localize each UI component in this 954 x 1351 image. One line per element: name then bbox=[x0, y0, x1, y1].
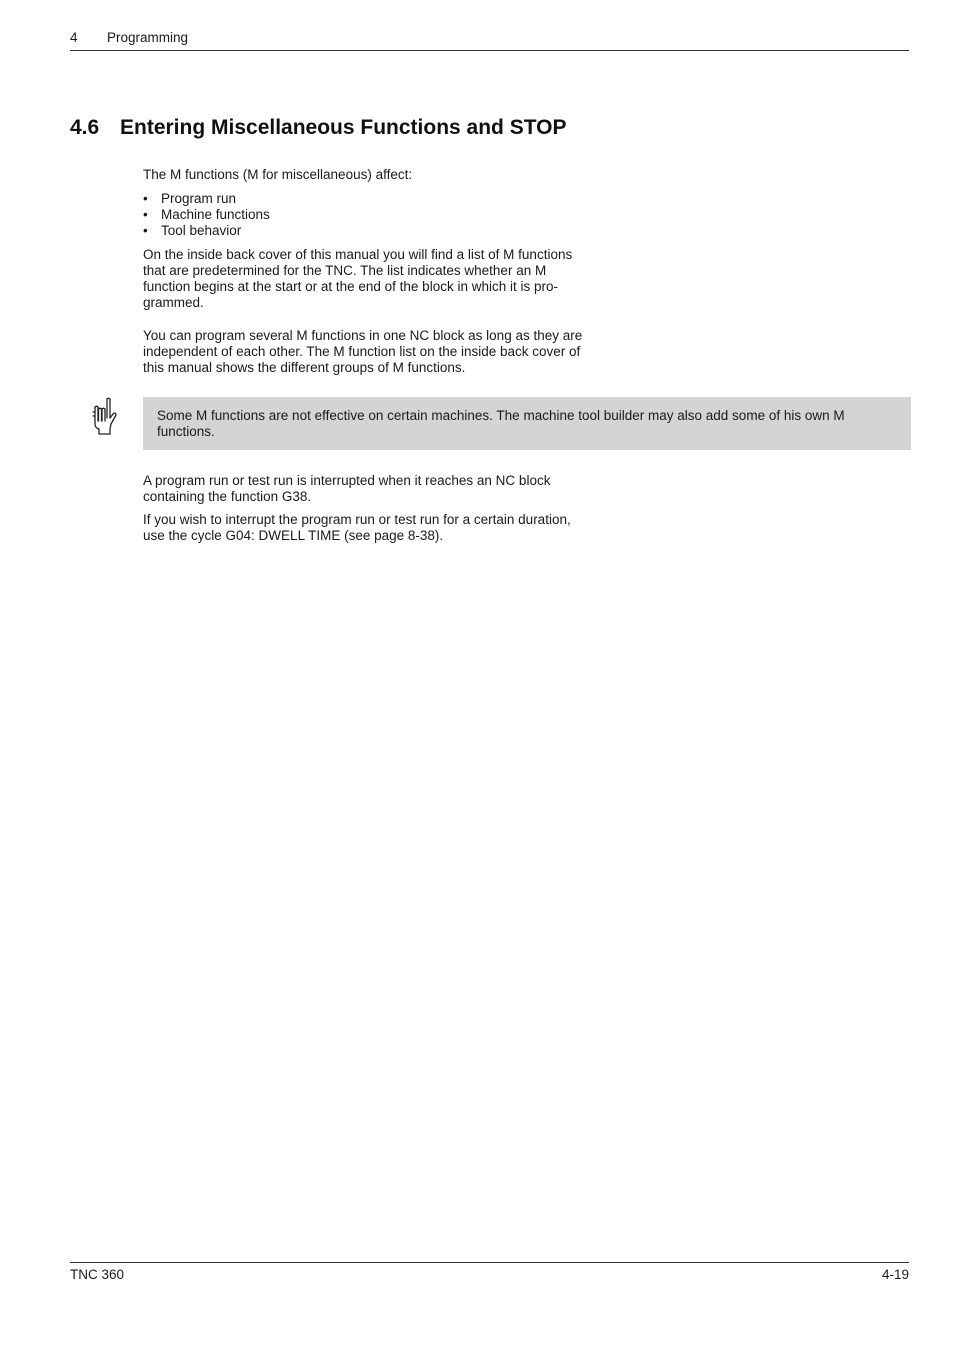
chapter-number: 4 bbox=[70, 30, 78, 45]
list-item bbox=[143, 207, 270, 223]
list-item-text: Machine functions bbox=[161, 207, 270, 222]
paragraph-dwell-time: If you wish to interrupt the program run or test run for a certain duration, use the cycle G04: DWELL TIME (see page 8-38). bbox=[143, 512, 571, 543]
bullet-icon: • bbox=[143, 207, 148, 222]
page-number: 4-19 bbox=[881, 1267, 909, 1282]
product-name: TNC 360 bbox=[70, 1267, 125, 1282]
section-title bbox=[70, 116, 567, 140]
page-footer bbox=[70, 1262, 909, 1283]
list-item-text: Program run bbox=[161, 191, 237, 206]
pointing-hand-icon bbox=[90, 397, 120, 435]
paragraph-g38: A program run or test run is interrupted when it reaches an NC block containing the function G38. bbox=[143, 473, 551, 504]
section-title-text: Entering Miscellaneous Functions and STOP bbox=[120, 116, 567, 139]
list-item bbox=[143, 223, 270, 239]
page-header bbox=[70, 30, 909, 51]
list-item bbox=[143, 191, 270, 207]
list-item-text: Tool behavior bbox=[161, 223, 242, 238]
paragraph-m-function-list: On the inside back cover of this manual you will find a list of M functions that are predetermined for the TNC. The list indicates whether an M function begins at the start or at the end of the block in which it is pro- grammed. bbox=[143, 247, 573, 310]
intro-paragraph: The M functions (M for miscellaneous) affect: bbox=[143, 167, 413, 182]
chapter-title: Programming bbox=[107, 30, 189, 45]
bullet-icon: • bbox=[143, 223, 148, 238]
paragraph-several-m-functions: You can program several M functions in one NC block as long as they are independent of each other. The M function list on the inside back cover of this manual shows the different groups of M functions. bbox=[143, 328, 583, 375]
section-number: 4.6 bbox=[70, 116, 100, 139]
bullet-icon: • bbox=[143, 191, 148, 206]
bullet-list bbox=[143, 191, 270, 239]
note-box: Some M functions are not effective on certain machines. The machine tool builder may also add some of his own M functions. bbox=[143, 397, 911, 450]
